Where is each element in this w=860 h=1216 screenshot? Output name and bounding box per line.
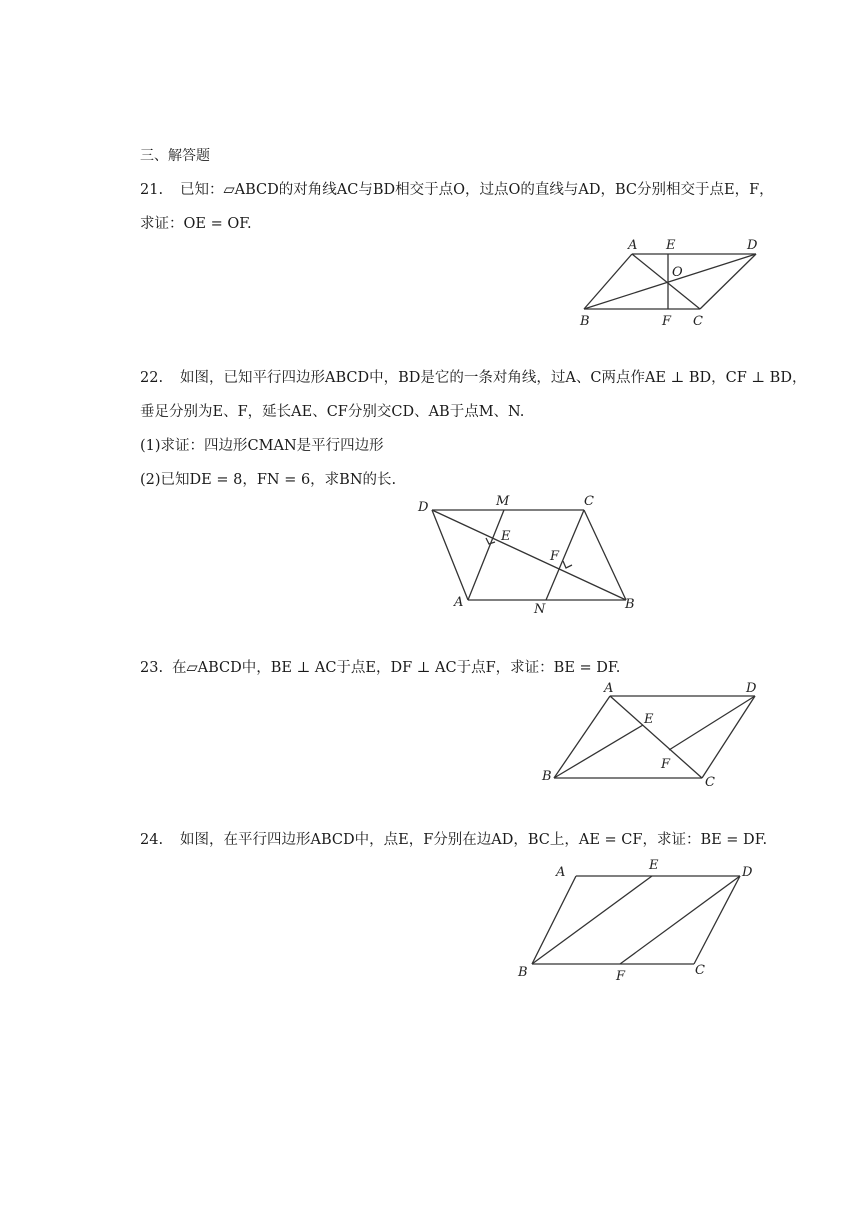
q21-label-A: A [628, 238, 638, 253]
q22-figure [412, 490, 652, 620]
q21-text-line2: 求证：OE = OF. [140, 216, 252, 232]
q22-label-B: B [625, 597, 635, 612]
q21-label-C: C [693, 314, 703, 329]
q21-label-E: E [666, 238, 676, 253]
q23-label-D: D [746, 681, 757, 696]
q24-label-C: C [695, 963, 705, 978]
q24-label-E: E [649, 858, 659, 873]
q24-figure [510, 852, 770, 982]
q21-label-B: B [580, 314, 590, 329]
q22-label-N: N [534, 602, 546, 617]
q23-label-B: B [542, 769, 552, 784]
q22-right-angle-F [563, 561, 572, 568]
q23-label-F: F [661, 757, 671, 772]
q24-label-D: D [742, 865, 753, 880]
q23-label-E: E [644, 712, 654, 727]
q22-label-E: E [501, 529, 511, 544]
q21-label-O: O [672, 265, 683, 280]
q24-number: 24. [140, 832, 164, 848]
q24-label-A: A [556, 865, 566, 880]
q22-label-D: D [418, 500, 429, 515]
q22-number: 22. [140, 370, 164, 386]
q23-figure [540, 680, 770, 800]
q21-label-F: F [662, 314, 672, 329]
q21-text-line1: 已知：▱ABCD的对角线AC与BD相交于点O，过点O的直线与AD，BC分别相交于点E，F， [180, 182, 774, 198]
q23-label-C: C [705, 775, 715, 790]
q24-label-B: B [518, 965, 528, 980]
q22-text-line1: 如图，已知平行四边形ABCD中，BD是它的一条对角线，过A、C两点作AE ⊥ BD，CF ⊥ BD， [180, 370, 807, 386]
q24-label-F: F [616, 969, 626, 984]
q22-text-line2: 垂足分别为E、F，延长AE、CF分别交CD、AB于点M、N. [140, 404, 525, 420]
q22-label-A: A [454, 595, 464, 610]
q22-label-C: C [584, 494, 594, 509]
q22-label-F: F [550, 549, 560, 564]
q23-number: 23. [140, 660, 164, 676]
section-heading: 三、解答题 [140, 148, 210, 164]
q24-text-line1: 如图，在平行四边形ABCD中，点E，F分别在边AD，BC上，AE = CF，求证：BE = DF. [180, 832, 768, 848]
q22-part2: (2)已知DE = 8，FN = 6，求BN的长. [140, 472, 397, 488]
q23-text-line1: 在▱ABCD中，BE ⊥ AC于点E，DF ⊥ AC于点F，求证：BE = DF. [172, 660, 621, 676]
q23-label-A: A [604, 681, 614, 696]
q21-figure [570, 236, 770, 336]
q21-number: 21. [140, 182, 164, 198]
q22-part1: (1)求证：四边形CMAN是平行四边形 [140, 438, 384, 454]
q22-label-M: M [496, 494, 510, 509]
q21-label-D: D [747, 238, 758, 253]
